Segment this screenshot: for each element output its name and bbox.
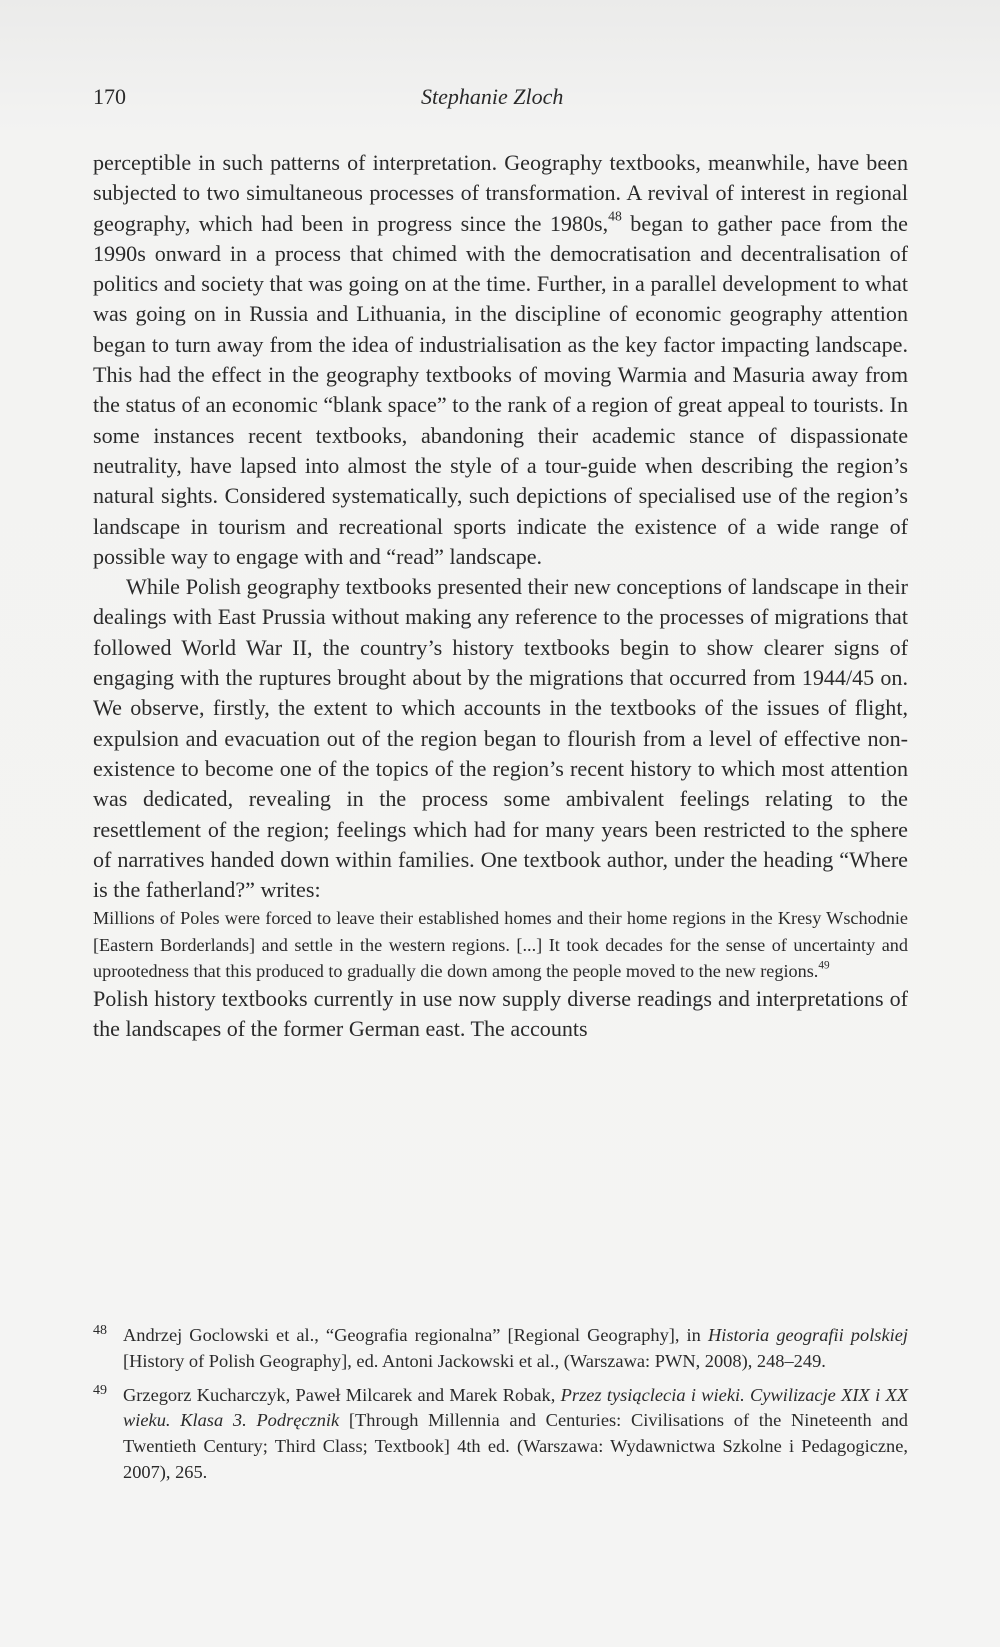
footnote-text-end: [History of Polish Geography], ed. Antoni Jackowski et al., (Warszawa: PWN, 2008), 248–249. <box>123 1350 826 1371</box>
footnote-ref-49: 49 <box>818 959 830 972</box>
running-head-author: Stephanie Zloch <box>421 84 564 109</box>
footnote-number: 48 <box>93 1323 107 1338</box>
page-header <box>93 82 908 112</box>
paragraph-1 <box>93 148 908 572</box>
paragraph-3: Polish history textbooks currently in use now supply diverse readings and interpretations of the landscapes of the former German east. The accounts <box>93 986 908 1042</box>
footnote-italic-title: Historia geografii polskiej <box>707 1325 909 1345</box>
paragraph-2: While Polish geography textbooks presented their new conceptions of landscape in their dealings with East Prussia without making any reference to the processes of migrations that followed World War II, the country’s history textbooks begin to show clearer signs of engaging with the ruptures brought about by the migrations that occurred from 1944/45 on. We observe, firstly, the extent to which accounts in the textbooks of the issues of flight, expulsion and evacuation out of the region began to flourish from a level of effective non-existence to become one of the topics of the region’s recent history to which most attention was dedicated, revealing in the process some ambivalent feelings relating to the resettlement of the region; feelings which had for many years been restricted to the sphere of narratives handed down within families. One textbook author, under the heading “Where is the fatherland?” writes: <box>93 574 908 903</box>
page-number: 170 <box>93 84 126 109</box>
footnote-number: 49 <box>93 1382 107 1398</box>
paragraph-1-part-2: began to gather pace from the 1990s onward in a process that chimed with the democratisation and decentralisation of politics and society that was going on at the time. Further, in a parallel development to what was going on in Russia and Lithuania, in the discipline of economic geography attention began to turn away from the idea of industrialisation as the key factor impacting landscape. This had the effect in the geography textbooks of moving Warmia and Masuria away from the status of an economic “blank space” to the rank of a region of great appeal to tourists. In some instances recent textbooks, abandoning their academic stance of dispassionate neutrality, have lapsed into almost the style of a tour-guide when describing the region’s natural sights. Considered systematically, such depictions of specialised use of the region’s landscape in tourism and recreational sports indicate the existence of a wide range of possible way to engage with and “read” landscape. <box>93 210 908 569</box>
block-quote-text: Millions of Poles were forced to leave their established homes and their home regions in the Kresy Wschodnie [Eastern Borderlands] and settle in the western regions. [...] It took decades for the sense of uncertainty and uprootedness that this produced to gradually die down among the people moved to the new regions. <box>93 908 908 981</box>
footnote-49 <box>93 1383 908 1486</box>
paragraph-1-part-1: perceptible in such patterns of interpretation. Geography textbooks, meanwhile, have been subjected to two simultaneous processes of transformation. A revival of interest in regional geography, which had been in progress since the 1980s, <box>93 150 908 236</box>
footnotes <box>93 1323 908 1494</box>
footnote-48 <box>93 1323 908 1375</box>
footnote-text-end: [Through Millennia and Centuries: Civilisations of the Nineteenth and Twentieth Century; Third Class; Textbook] 4th ed. (Warszawa: Wydawnictwa Szkolne i Pedagogiczne, 2007), 265. <box>123 1410 908 1482</box>
block-quote <box>93 905 908 984</box>
footnote-ref-48: 48 <box>608 208 622 224</box>
footnote-text: Grzegorz Kucharczyk, Paweł Milcarek and Marek Robak, <box>123 1384 561 1405</box>
footnote-text: Andrzej Goclowski et al., “Geografia regionalna” [Regional Geography], in <box>123 1325 708 1345</box>
main-text <box>93 148 908 1045</box>
footnote-italic-title: Przez tysiąclecia i wieki. Cywilizacje XIX i XX wieku. Klasa 3. Podręcznik <box>123 1384 909 1431</box>
